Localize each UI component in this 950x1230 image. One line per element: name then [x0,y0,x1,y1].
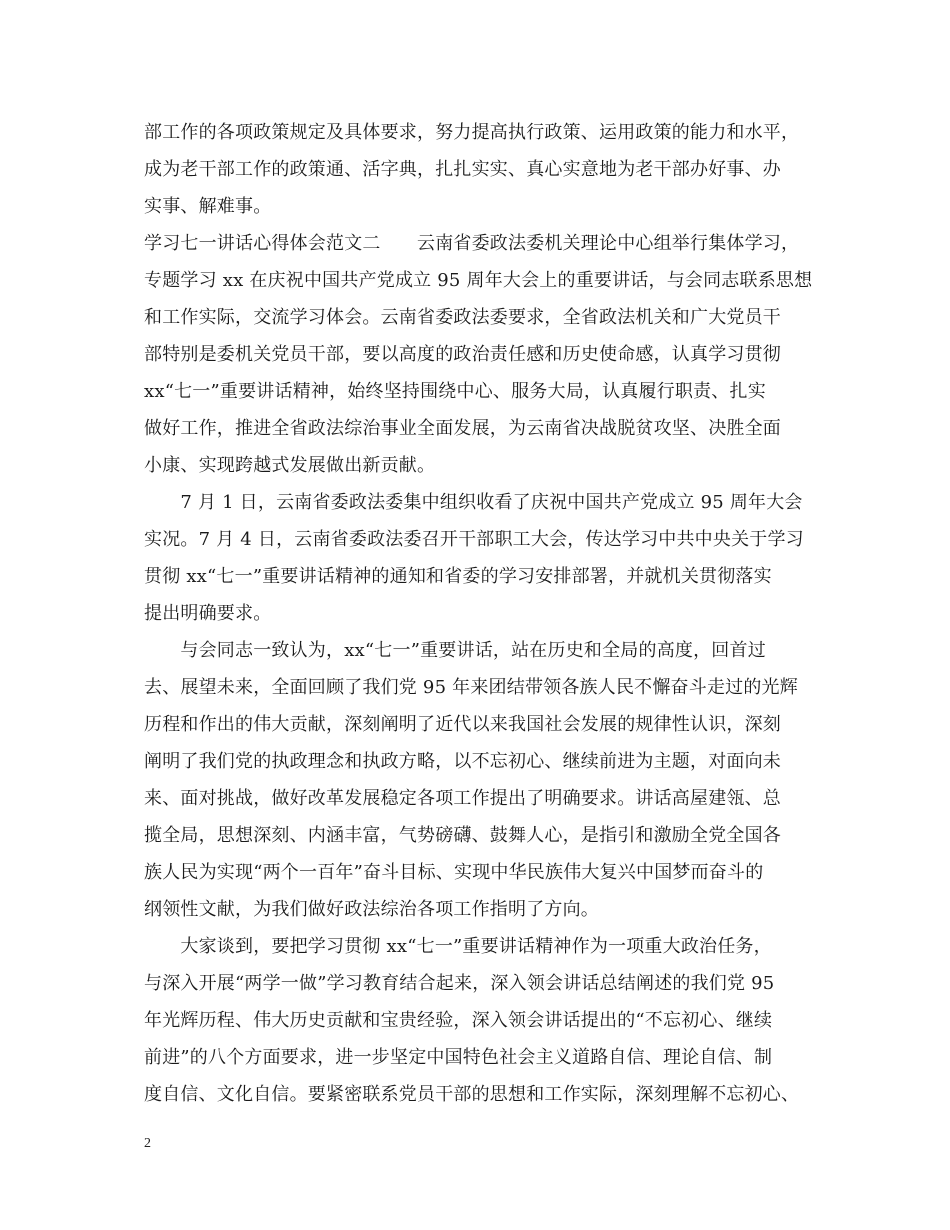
text-line: 揽全局，思想深刻、内涵丰富，气势磅礴、鼓舞人心，是指引和激励全党全国各 [144,825,781,846]
text-line: 贯彻 xx“七一”重要讲话精神的通知和省委的学习安排部署，并就机关贯彻落实 [144,566,772,587]
text-line: 阐明了我们党的执政理念和执政方略，以不忘初心、继续前进为主题，对面向未 [144,751,781,772]
text-line: 实事、解难事。 [144,196,272,217]
text-line: xx“七一”重要讲话精神，始终坚持围绕中心、服务大局，认真履行职责、扎实 [144,381,766,402]
text-line: 去、展望未来，全面回顾了我们党 95 年来团结带领各族人民不懈奋斗走过的光辉 [144,677,798,698]
text-line: 大家谈到，要把学习贯彻 xx“七一”重要讲话精神作为一项重大政治任务， [144,936,772,957]
text-line: 年光辉历程、伟大历史贡献和宝贵经验，深入领会讲话提出的“不忘初心、继续 [144,1010,773,1031]
text-line: 和工作实际，交流学习体会。云南省委政法委要求，全省政法机关和广大党员干 [144,307,781,328]
text-line: 部工作的各项政策规定及具体要求，努力提高执行政策、运用政策的能力和水平， [144,122,800,143]
section-heading-line: 学习七一讲话心得体会范文二 云南省委政法委机关理论中心组举行集体学习， [144,233,800,254]
text-line: 度自信、文化自信。要紧密联系党员干部的思想和工作实际，深刻理解不忘初心、 [144,1084,800,1105]
text-line: 提出明确要求。 [144,603,272,624]
text-line: 与深入开展“两学一做”学习教育结合起来，深入领会讲话总结阐述的我们党 95 [144,973,775,994]
text-line: 前进”的八个方面要求，进一步坚定中国特色社会主义道路自信、理论自信、制 [144,1047,773,1068]
text-line: 来、面对挑战，做好改革发展稳定各项工作提出了明确要求。讲话高屋建瓴、总 [144,788,781,809]
text-line: 历程和作出的伟大贡献，深刻阐明了近代以来我国社会发展的规律性认识，深刻 [144,714,781,735]
text-line: 7 月 1 日，云南省委政法委集中组织收看了庆祝中国共产党成立 95 周年大会 [144,492,803,513]
text-line: 族人民为实现“两个一百年”奋斗目标、实现中华民族伟大复兴中国梦而奋斗的 [144,862,764,883]
text-line: 成为老干部工作的政策通、活字典，扎扎实实、真心实意地为老干部办好事、办 [144,159,781,180]
text-line: 纲领性文献，为我们做好政法综治各项工作指明了方向。 [144,899,599,920]
text-line: 与会同志一致认为，xx“七一”重要讲话，站在历史和全局的高度，回首过 [144,640,766,661]
text-line: 做好工作，推进全省政法综治事业全面发展，为云南省决战脱贫攻坚、决胜全面 [144,418,781,439]
text-line: 专题学习 xx 在庆祝中国共产党成立 95 周年大会上的重要讲话，与会同志联系思想 [144,270,813,291]
page-number: 2 [144,1136,151,1151]
text-line: 部特别是委机关党员干部，要以高度的政治责任感和历史使命感，认真学习贯彻 [144,344,781,365]
text-line: 实况。7 月 4 日，云南省委政法委召开干部职工大会，传达学习中共中央关于学习 [144,529,804,550]
body-text [144,114,824,1113]
text-line: 小康、实现跨越式发展做出新贡献。 [144,455,436,476]
